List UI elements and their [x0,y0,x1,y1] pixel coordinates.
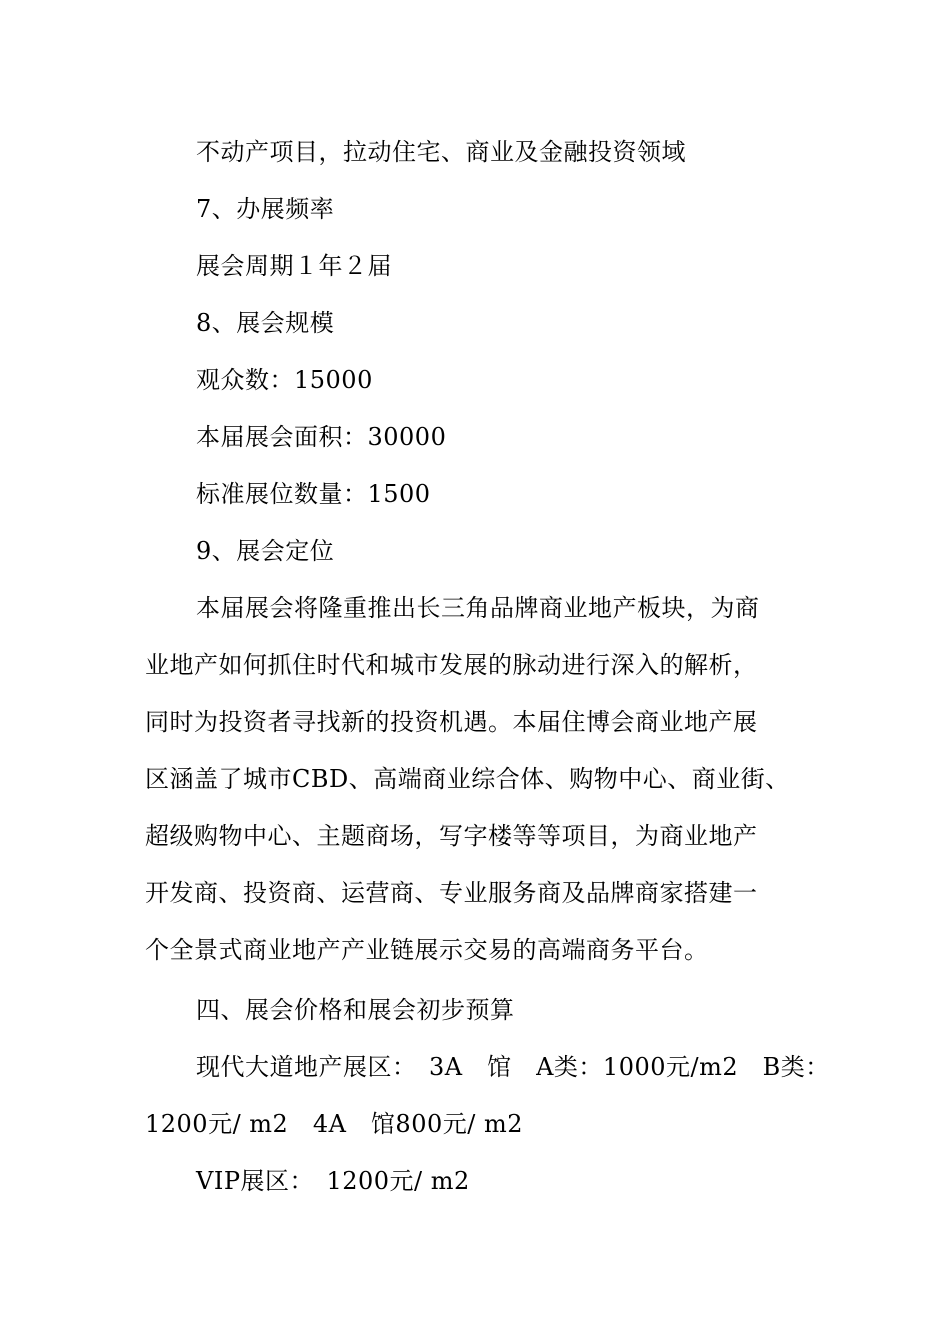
section-heading: 9、展会定位 [196,537,335,565]
paragraph-line: 业地产如何抓住时代和城市发展的脉动进行深入的解析， [145,651,758,679]
price-line: 现代大道地产展区： 3A 馆 A类：1000元/m2 B类： [196,1053,830,1081]
paragraph-line: 区涵盖了城市CBD、高端商业综合体、购物中心、商业街、 [145,765,790,793]
text-line: 标准展位数量：1500 [196,480,431,508]
text-line: 本届展会面积：30000 [196,423,447,451]
paragraph-line: 同时为投资者寻找新的投资机遇。本届住博会商业地产展 [145,708,758,736]
paragraph-line: 超级购物中心、主题商场，写字楼等等项目，为商业地产 [145,822,758,850]
paragraph-line: 本届展会将隆重推出长三角品牌商业地产板块，为商 [196,594,760,622]
price-line: VIP展区： 1200元/ m2 [196,1167,470,1195]
text-line: 不动产项目，拉动住宅、商业及金融投资领域 [196,138,686,166]
text-line: 观众数：15000 [196,366,373,394]
section-heading: 四、展会价格和展会初步预算 [196,996,515,1024]
paragraph-line: 个全景式商业地产产业链展示交易的高端商务平台。 [145,936,709,964]
text-line: 展会周期１年２届 [196,252,392,280]
price-line: 1200元/ m2 4A 馆800元/ m2 [145,1110,523,1138]
section-heading: 7、办展频率 [196,195,335,223]
paragraph-line: 开发商、投资商、运营商、专业服务商及品牌商家搭建一 [145,879,758,907]
section-heading: 8、展会规模 [196,309,335,337]
